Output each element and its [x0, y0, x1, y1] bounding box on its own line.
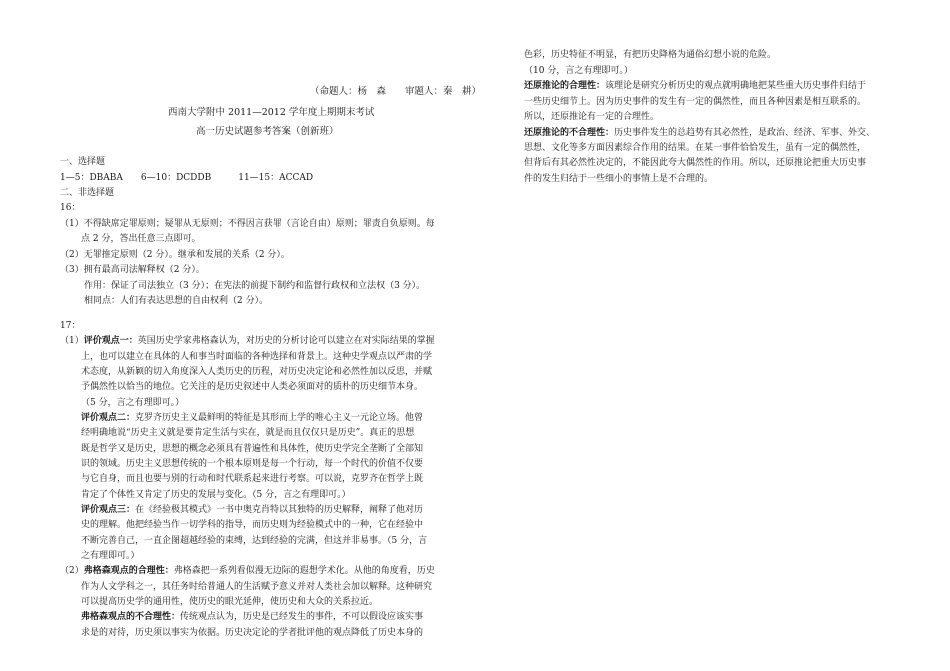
q17-view-3-text: 之有理即可。） [81, 551, 140, 561]
q17-view-2-text: 经明确地说“历史主义就是要肯定生活与实在，就是而且仅仅只是历史”。真正的思想 [81, 428, 415, 438]
reduction-reason-text: 一些历史细节上。因为历史事件的发生有一定的偶然性，而且各种因素是相互联系的。 [524, 97, 867, 107]
exam-title: 西南大学附中 2011—2012 学年度上期期末考试 [168, 107, 375, 118]
reduction-unreason-text: 但背后有其必然性决定的，不能因此夸大偶然性的作用。所以，还原推论把重大历史事 [524, 158, 867, 168]
q17-reason-text: 可以提高历史学的通用性，使历史的眼光延伸，使历史和大众的关系拉近。 [81, 597, 379, 607]
q17-view-1-text: 上，也可以建立在具体的人和事当时面临的各种选择和背景上。这种史学观点以严肃的学 [81, 352, 433, 362]
q17-unreason-text: 求是的对待，历史须以事实为依据。历史决定论的学者批评他的观点降低了历史本身的 [81, 628, 424, 638]
choice-answers: 1—5：DBABA 6—10：DCDDB 11—15：ACCAD [60, 173, 314, 183]
q17-view-3-text: 史的理解。他把经验当作一切学科的指导，而历史则为经验模式中的一种，它在经验中 [81, 520, 424, 530]
q17-view-2-text: 识的领域。历史主义思想传统的一个根本原则是每一个行动，每一个时代的价值不仅要 [81, 459, 424, 469]
q16-answer-2: （2）无罪推定原则（2 分）。继承和发展的关系（2 分）。 [60, 250, 290, 260]
q17-view-2-line: 评价观点二：克罗齐历史主义最鲜明的特征是其形而上学的唯心主义一元论立场。他曾 [81, 413, 424, 423]
question-17-label: 17： [60, 321, 81, 331]
q17-part2-reason-line: （2）弗格森观点的合理性：弗格森把一系列看似漫无边际的遐想学术化。从他的角度看，历史 [60, 566, 435, 576]
question-16-label: 16： [60, 203, 81, 213]
q17-view-2-text: 与它自身，而且也要与别的行动和时代联系起来进行考察。可以说，克罗齐在哲学上既 [81, 474, 424, 484]
q17-view-1-text: 术态度，从新颖的切入角度深入人类历史的历程，对历史决定论和必然性加以反思，并赋 [81, 367, 433, 377]
reduction-unreason-text: 思想、文化等多方面因素综合作用的结果。在某一事件恰恰发生，虽有一定的偶然性， [524, 143, 867, 153]
q17-view-3-text: 不断完善自己，一直企图超越经验的束缚，达到经验的完满，但这并非易事。（5 分，言 [81, 536, 428, 546]
q17-view-3-line: 评价观点三：在《经验极其模式》一书中奥克肖特以其独特的历史解释，阐释了他对历 [81, 505, 424, 515]
reduction-reason-text: 所以，还原推论有一定的合理性。 [524, 112, 660, 122]
section-heading-choice: 一、选择题 [60, 157, 106, 167]
ferguson-unreason-label: 弗格森观点的不合理性： [81, 612, 181, 622]
right-cont-score: （10 分，言之有理即可。） [524, 66, 633, 76]
authors-line: （命题人：杨 森 审题人：秦 耕） [310, 86, 482, 97]
q16-answer-1-cont: 点 2 分，答出任意三点即可。 [81, 234, 201, 244]
view-2-label: 评价观点二： [81, 413, 136, 423]
q16-answer-3-function: 作用：保证了司法独立（3 分）；在宪法的前提下制约和监督行政权和立法权（3 分）。 [84, 281, 426, 291]
q17-view-2-text: 肯定了个体性又肯定了历史的发展与变化。（5 分，言之有理即可。） [81, 490, 351, 500]
reduction-reason-label: 还原推论的合理性： [524, 81, 606, 91]
q17-view-1-text: 予偶然性以恰当的地位。它关注的是历史叙述中人类必须面对的质朴的历史细节本身。 [81, 382, 424, 392]
q17-view-1-score: （5 分，言之有理即可。） [81, 398, 185, 408]
q17-part2-unreason-line: 弗格森观点的不合理性：传统观点认为，历史是已经发生的事件，不可以假设应该实事 [81, 612, 424, 622]
section-heading-nonchoice: 二、非选择题 [60, 188, 115, 198]
ferguson-reason-label: 弗格森观点的合理性： [83, 566, 174, 576]
reduction-unreason-label: 还原推论的不合理性： [524, 128, 615, 138]
view-1-label: 评价观点一： [83, 336, 138, 346]
q16-answer-1: （1）不得缺席定罪原则；疑罪从无原则；不得因言获罪（言论自由）原则；罪责自负原则。每 [60, 219, 435, 229]
right-cont-text: 色彩，历史特征不明显，有把历史降格为通俗幻想小说的危险。 [524, 50, 777, 60]
view-3-label: 评价观点三： [81, 505, 136, 515]
q16-answer-3-common: 相同点：人们有表达思想的自由权利（2 分）。 [84, 296, 269, 306]
q16-answer-3: （3）拥有最高司法解释权（2 分）。 [60, 265, 205, 275]
reduction-reason-line: 还原推论的合理性：该理论是研究分析历史的观点就明确地把某些重大历史事件归结于 [524, 81, 867, 91]
q17-view-1-line: （1）评价观点一：英国历史学家弗格森认为，对历史的分析讨论可以建立在对实际结果的掌握 [60, 336, 435, 346]
reduction-unreason-line: 还原推论的不合理性：历史事件发生的总趋势有其必然性，是政治、经济、军事、外交、 [524, 128, 876, 138]
q17-reason-text: 作为人文学科之一，其任务时给普通人的生活赋予意义并对人类社会加以解释。这种研究 [81, 582, 433, 592]
reduction-unreason-text: 件的发生归结于一些细小的事情上是不合理的。 [524, 174, 714, 184]
page-title: 高一历史试题参考答案（创新班） [196, 126, 339, 137]
q17-view-2-text: 既是哲学又是历史，思想的概念必须具有普遍性和具体性，使历史学完全垄断了全部知 [81, 444, 424, 454]
